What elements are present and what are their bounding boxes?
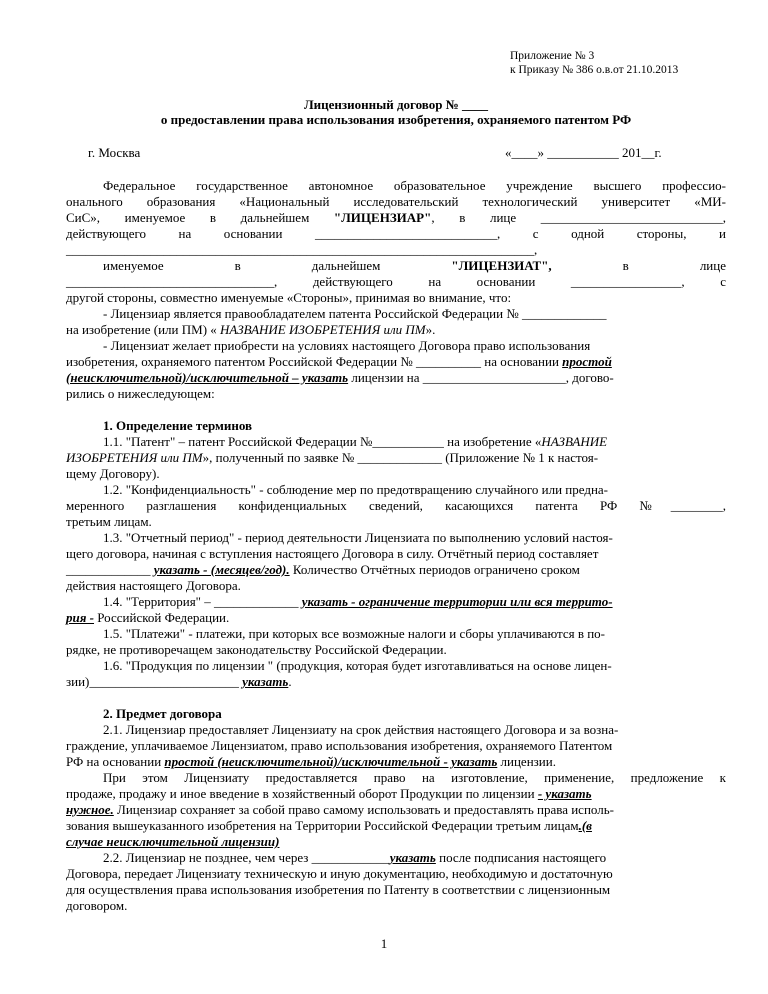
- preamble-line: действующего на основании ____________________________, с одной стороны, и: [66, 226, 726, 241]
- contract-subtitle: о предоставлении права использования изобретения, охраняемого патентом РФ: [160, 112, 632, 127]
- preamble-line: именуемое в дальнейшем "ЛИЦЕНЗИАТ", в лице: [103, 258, 726, 273]
- clause-line: 1.6. "Продукция по лицензии " (продукция, которая будет изготавливаться на основе лицен-: [103, 658, 612, 673]
- section-heading: 2. Предмет договора: [103, 706, 222, 721]
- clause-line: рядке, не противоречащем законодательству Российской Федерации.: [66, 642, 447, 657]
- preamble-line: рились о нижеследующем:: [66, 386, 215, 401]
- preamble-line: ________________________________, действующего на основании _________________, с: [66, 274, 726, 289]
- clause-line: ИЗОБРЕТЕНИЯ или ПМ», полученный по заявке № _____________ (Приложение № 1 к настоя-: [66, 450, 599, 465]
- preamble-line: (неисключительной)/исключительной – указать лицензии на ______________________, догово-: [66, 370, 614, 385]
- clause-line: _____________ указать - (месяцев/год). Количество Отчётных периодов ограничено сроком: [66, 562, 580, 577]
- preamble-line: Федеральное государственное автономное образовательное учреждение высшего профессио-: [103, 178, 726, 193]
- clause-line: 1.2. "Конфиденциальность" - соблюдение мер по предотвращению случайного или предна-: [103, 482, 609, 497]
- clause-line: действия настоящего Договора.: [66, 578, 241, 593]
- clause-line: третьим лицам.: [66, 514, 152, 529]
- preamble-line: - Лицензиат желает приобрести на условиях настоящего Договора право использования: [103, 338, 591, 353]
- clause-line: меренного разглашения конфиденциальных сведений, касающихся патента РФ №________,: [66, 498, 726, 513]
- clause-line: зования вышеуказанного изобретения на Территории Российской Федерации третьим лицам.(в: [66, 818, 592, 833]
- preamble-line: ________________________________________________________________________,: [66, 242, 538, 257]
- appendix-note: Приложение № 3: [510, 50, 595, 62]
- clause-line: договором.: [66, 898, 128, 913]
- preamble-line: на изобретение (или ПМ) « НАЗВАНИЕ ИЗОБРЕТЕНИЯ или ПМ».: [66, 322, 436, 337]
- order-reference: к Приказу № 386 о.в.от 21.10.2013: [510, 64, 679, 76]
- clause-line: 1.4. "Территория" – _____________ указать - ограничение территории или вся террито-: [103, 594, 613, 609]
- clause-line: нужное. Лицензиар сохраняет за собой право самому использовать и предоставлять права исполь-: [66, 802, 614, 817]
- preamble-line: изобретения, охраняемого патентом Российской Федерации № __________ на основании простой: [66, 354, 612, 369]
- clause-line: При этом Лицензиату предоставляется право на изготовление, применение, предложение к: [103, 770, 726, 785]
- clause-line: Договора, передает Лицензиату техническую и иную документацию, необходимую и достаточную: [66, 866, 613, 881]
- clause-line: рия - Российской Федерации.: [66, 610, 230, 625]
- clause-line: РФ на основании простой (неисключительной)/исключительной - указать лицензии.: [66, 754, 556, 769]
- licensor-term: "ЛИЦЕНЗИАР": [333, 210, 432, 225]
- clause-line: случае неисключительной лицензии): [66, 834, 280, 849]
- contract-date: «____» ___________ 201__г.: [505, 145, 662, 160]
- clause-line: 1.5. "Платежи" - платежи, при которых все возможные налоги и сборы уплачиваются в по-: [103, 626, 605, 641]
- preamble-line: - Лицензиар является правообладателем патента Российской Федерации № _____________: [103, 306, 607, 321]
- preamble-line: СиС», именуемое в дальнейшем "ЛИЦЕНЗИАР", в лице ____________________________,: [66, 210, 726, 225]
- licensee-term: "ЛИЦЕНЗИАТ",: [451, 258, 552, 273]
- clause-line: граждение, уплачиваемое Лицензиатом, право использования изобретения, охраняемого Патентом: [66, 738, 613, 753]
- clause-line: щего договора, начиная с вступления настоящего Договора в силу. Отчётный период составляет: [66, 546, 599, 561]
- clause-line: 1.3. "Отчетный период" - период деятельности Лицензиата по выполнению условий настоя-: [103, 530, 613, 545]
- clause-line: 2.2. Лицензиар не позднее, чем через ____________указать после подписания настоящего: [103, 850, 607, 865]
- preamble-line: онального образования «Национальный исследовательский технологический университет «МИ-: [66, 194, 726, 209]
- section-heading: 1. Определение терминов: [103, 418, 253, 433]
- clause-line: 1.1. "Патент" – патент Российской Федерации №___________ на изобретение «НАЗВАНИЕ: [103, 434, 608, 449]
- city: г. Москва: [88, 145, 141, 160]
- clause-line: зии)_______________________ указать.: [66, 674, 292, 689]
- clause-line: 2.1. Лицензиар предоставляет Лицензиату на срок действия настоящего Договора и за возна-: [103, 722, 619, 737]
- clause-line: щему Договору).: [66, 466, 160, 481]
- preamble-line: другой стороны, совместно именуемые «Стороны», принимая во внимание, что:: [66, 290, 512, 305]
- contract-title: Лицензионный договор № ____: [303, 97, 489, 112]
- clause-line: продаже, продажу и иное введение в хозяйственный оборот Продукции по лицензии - указать: [66, 786, 592, 801]
- page-number: 1: [380, 936, 388, 951]
- clause-line: для осуществления права использования изобретения по Патенту в соответствии с лицензионным: [66, 882, 611, 897]
